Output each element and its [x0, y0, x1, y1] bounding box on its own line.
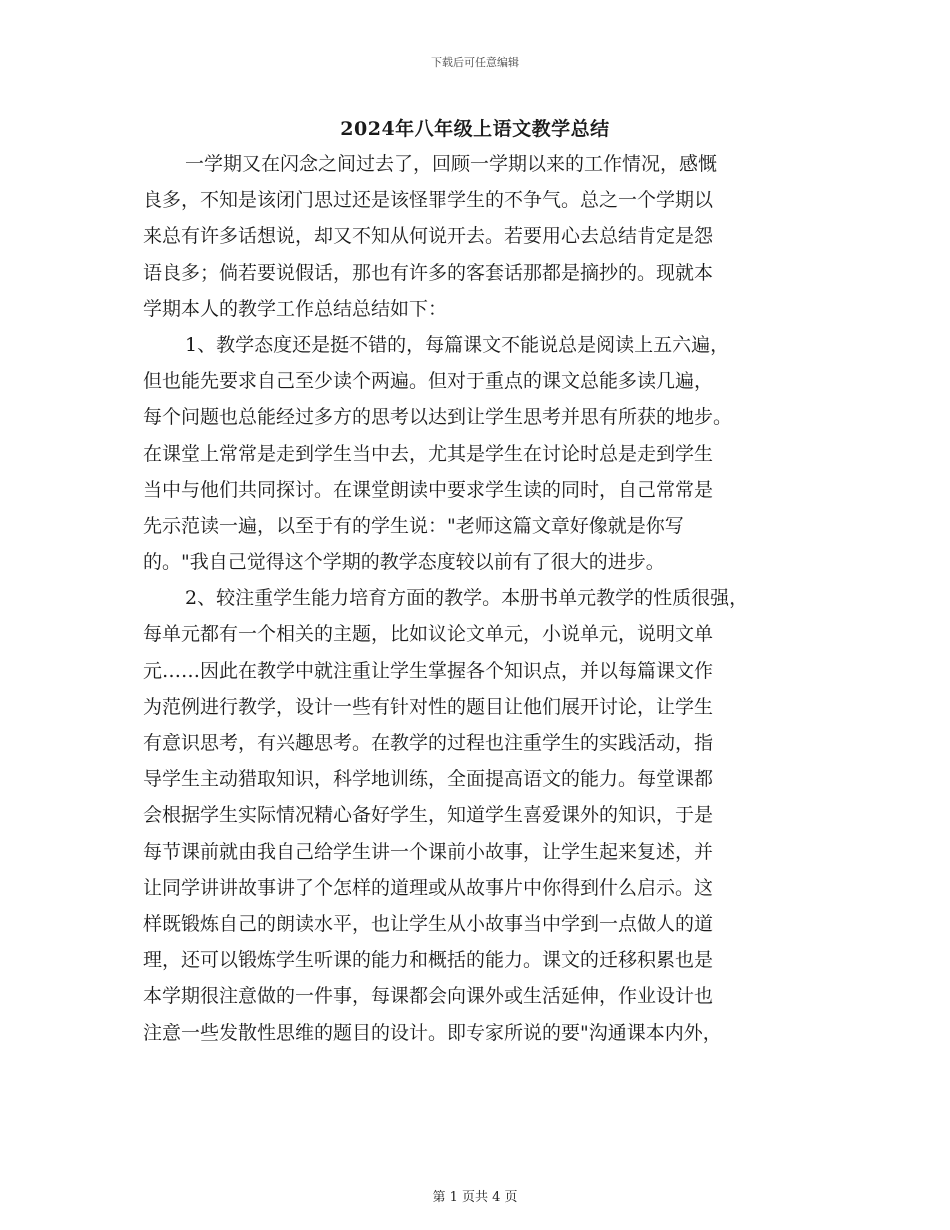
- text-line: 在课堂上常常是走到学生当中去，尤其是学生在讨论时总是走到学生: [143, 442, 714, 465]
- text-line: 注意一些发散性思维的题目的设计。即专家所说的要"沟通课本内外，: [143, 1021, 722, 1044]
- document-body: [143, 146, 823, 1051]
- text-line: 让同学讲讲故事讲了个怎样的道理或从故事片中你得到什么启示。这: [143, 876, 714, 899]
- text-line: 元……因此在教学中就注重让学生掌握各个知识点，并以每篇课文作: [143, 659, 714, 682]
- text-line: 的。"我自己觉得这个学期的教学态度较以前有了很大的进步。: [143, 551, 665, 574]
- text-line: 样既锻炼自己的朗读水平，也让学生从小故事当中学到一点做人的道: [143, 912, 714, 935]
- document-title: 2024年八年级上语文教学总结: [340, 118, 610, 140]
- text-line: 理，还可以锻炼学生听课的能力和概括的能力。课文的迁移积累也是: [143, 949, 714, 972]
- text-line: 但也能先要求自己至少读个两遍。但对于重点的课文总能多读几遍，: [143, 370, 714, 393]
- text-line: 良多，不知是该闭门思过还是该怪罪学生的不争气。总之一个学期以: [143, 189, 714, 212]
- text-line: 每单元都有一个相关的主题，比如议论文单元，小说单元，说明文单: [143, 623, 714, 646]
- text-line: 当中与他们共同探讨。在课堂朗读中要求学生读的同时，自己常常是: [143, 478, 714, 501]
- text-line: 每节课前就由我自己给学生讲一个课前小故事，让学生起来复述，并: [143, 840, 714, 863]
- text-line: 本学期很注意做的一件事，每课都会向课外或生活延伸，作业设计也: [143, 985, 714, 1008]
- text-line: 2、较注重学生能力培育方面的教学。本册书单元教学的性质很强，: [185, 587, 749, 610]
- page-header: 下载后可任意编辑: [431, 56, 519, 69]
- text-line: 导学生主动猎取知识，科学地训练，全面提高语文的能力。每堂课都: [143, 768, 714, 791]
- text-line: 先示范读一遍，以至于有的学生说："老师这篇文章好像就是你写: [143, 514, 684, 537]
- page-footer: 第 1 页共 4 页: [432, 1190, 518, 1205]
- text-line: 会根据学生实际情况精心备好学生，知道学生喜爱课外的知识，于是: [143, 804, 714, 827]
- text-line: 语良多；倘若要说假话，那也有许多的客套话那都是摘抄的。现就本: [143, 261, 714, 284]
- text-line: 每个问题也总能经过多方的思考以达到让学生思考并思有所获的地步。: [143, 406, 733, 429]
- text-line: 学期本人的教学工作总结总结如下：: [143, 297, 448, 320]
- text-line: 一学期又在闪念之间过去了，回顾一学期以来的工作情况，感慨: [185, 153, 718, 175]
- text-line: 来总有许多话想说，却又不知从何说开去。若要用心去总结肯定是怨: [143, 225, 714, 248]
- text-line: 为范例进行教学，设计一些有针对性的题目让他们展开讨论，让学生: [143, 695, 714, 718]
- text-line: 有意识思考，有兴趣思考。在教学的过程也注重学生的实践活动，指: [143, 732, 714, 754]
- text-line: 1、教学态度还是挺不错的，每篇课文不能说总是阅读上五六遍，: [185, 333, 730, 356]
